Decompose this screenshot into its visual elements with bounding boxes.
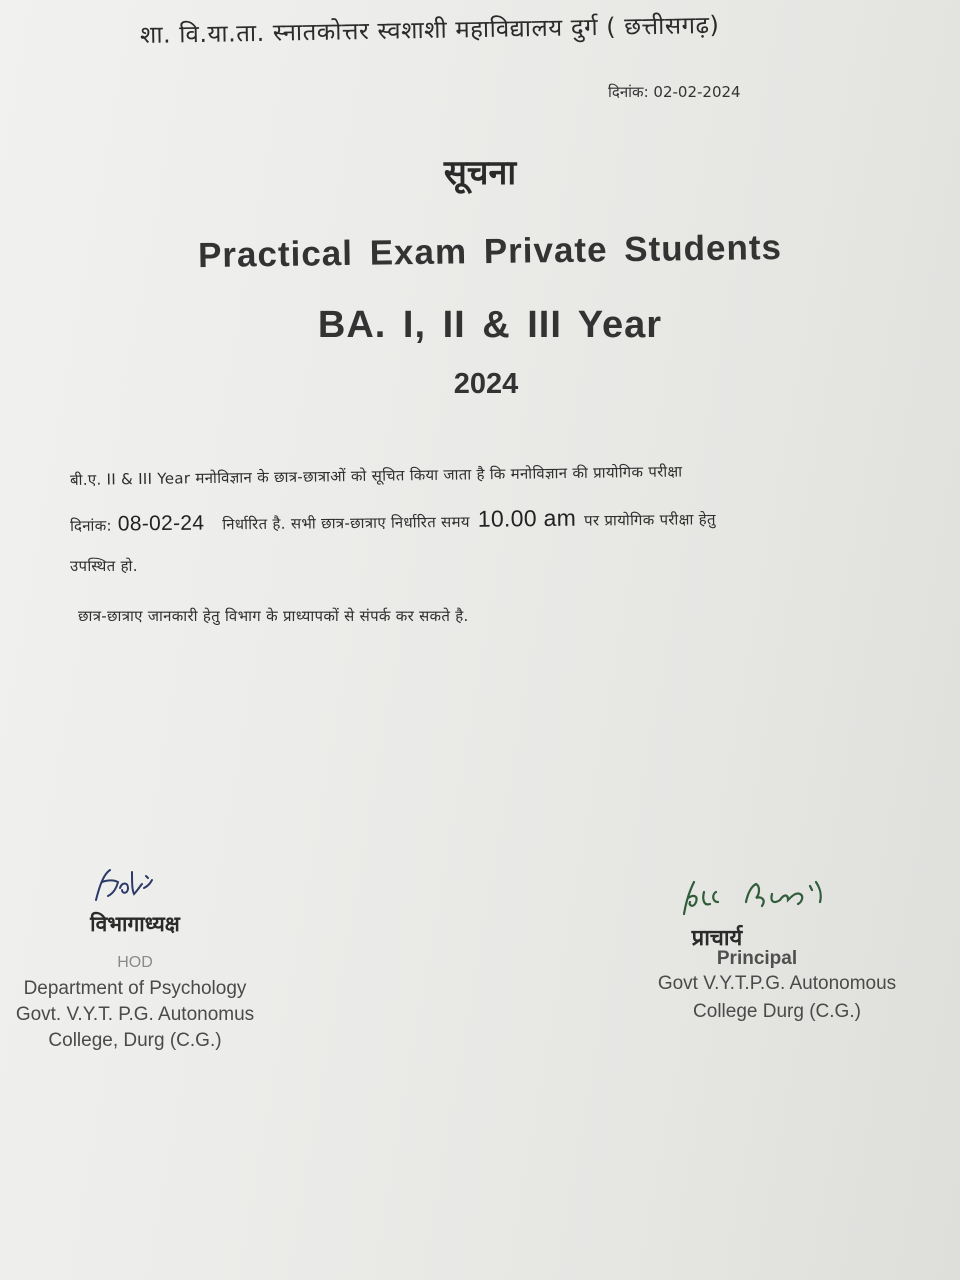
hod-stamp-line1: HOD (117, 954, 153, 971)
principal-stamp-line1: Principal (716, 948, 798, 969)
hod-stamp-line4: College, Durg (C.G.) (48, 1030, 222, 1051)
principal-stamp-line2: Govt V.Y.T.P.G. Autonomous (657, 973, 897, 994)
body-paragraph-1: बी.ए. II & III Year मनोविज्ञान के छात्र-छात्राओं को सूचित किया जाता है कि मनोविज्ञान की प्रायोगिक परीक्षा (69, 462, 683, 489)
notice-heading: सूचना (443, 153, 517, 193)
exam-date: 08-02-24 (117, 511, 205, 536)
schedule-text: निर्धारित है. सभी छात्र-छात्राए निर्धारित समय (222, 512, 470, 534)
issue-date: दिनांक: 02-02-2024 (608, 83, 741, 101)
principal-signature (676, 872, 846, 922)
hod-title: विभागाध्यक्ष (90, 912, 180, 936)
college-name: शा. वि.या.ता. स्नातकोत्तर स्वशाशी महाविद्यालय दुर्ग ( छत्तीसगढ़) (139, 10, 720, 49)
principal-signature-block (612, 922, 942, 1026)
hod-stamp-line2: Department of Psychology (23, 978, 247, 999)
hod-signature-block (0, 910, 270, 1054)
notice-title: Practical Exam Private Students (197, 227, 783, 276)
hod-stamp-line3: Govt. V.Y.T. P.G. Autonomus (15, 1004, 255, 1025)
date-prefix: दिनांक: (69, 516, 112, 535)
purpose-text: पर प्रायोगिक परीक्षा हेतु (584, 510, 716, 530)
principal-stamp-line3: College Durg (C.G.) (693, 1001, 861, 1022)
hod-signature (86, 862, 166, 910)
notice-year: 2024 (453, 368, 519, 400)
principal-title: प्राचार्य (691, 926, 743, 951)
body-paragraph-2 (70, 503, 716, 537)
body-paragraph-3: उपस्थित हो. (70, 557, 138, 575)
body-paragraph-4: छात्र-छात्राए जानकारी हेतु विभाग के प्राध्यापकों से संपर्क कर सकते है. (78, 607, 469, 625)
notice-class: BA. I, II & III Year (317, 304, 663, 346)
exam-time: 10.00 am (477, 504, 577, 532)
